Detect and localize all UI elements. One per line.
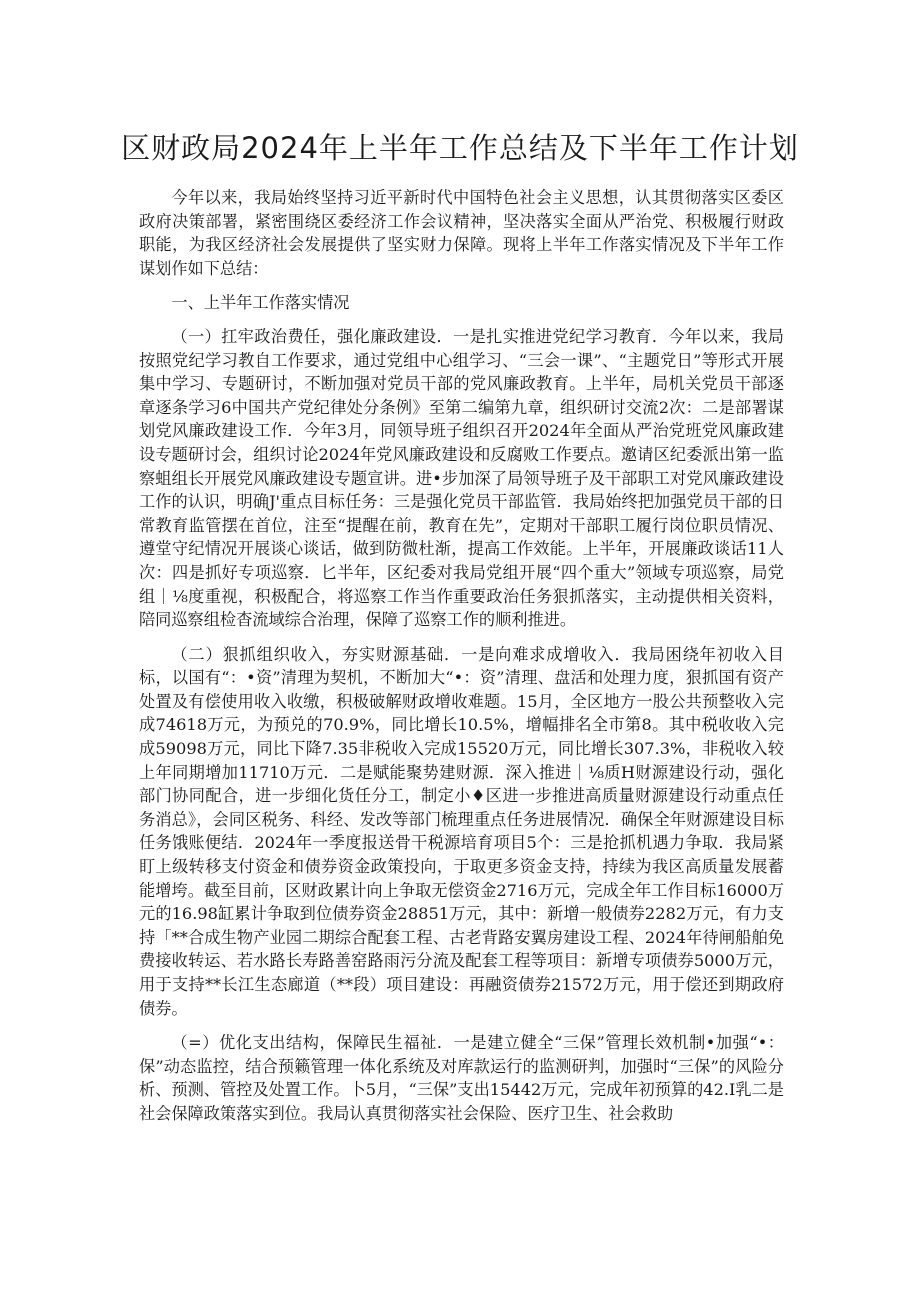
section-heading: 一、上半年工作落实情况 (171, 293, 350, 313)
paragraph-3: （=）优化支出结构，保障民生福祉．一是建立健全“三保”管理长效机制•加强“•：保”动态监控，结合预籁管理一体化系统及对库款运行的监测研判，加强时“三保”的风险分析、预测、管控及处置工作。卜5月，“三保”支出15442万元，完成年初预算的42.I乳二是社会保障政策落实到位。我局认真贯彻落实社会保险、医疗卫生、社会救助 (139, 1033, 784, 1123)
paragraph-1: （一）扛牢政治费任，强化廉政建设．一是扎实推进党纪学习教育．今年以来，我局按照党纪学习教自工作要求，通过党组中心组学习、“三会一课”、“主题党日”等形式开展集中学习、专题研讨，不断加强对党员干部的党风廉政教育。上半年，局机关党员干部逐章逐条学习6中国共产党纪律处分条例》至第二编第九章，组织研讨交流2次：二是部署谋划党风廉政建设工作．今年3月，同领导班子组织召开2024年全面从严治党班党风廉政建设专题研讨会，组织讨论2024年党风廉政建设和反腐败工作要点。邀请区纪委派出第一监察蛆组长开展党风廉政建设专题宣讲。进•步加深了局领导班子及干部职工对党风廉政建设工作的认识，明确J'重点目标任务：三是强化党员干部监管．我局始终把加强党员干部的日常教育监管摆在首位，注至“提醒在前，教育在先”，定期对干部职工履行岗位职员情况、遵堂守纪情况开展谈心谈话，做到防微杜渐，提高工作效能。上半年，开展廉政谈话11人次：四是抓好专项巡察．匕半年，区纪委对我局党组开展“四个重大”领域专项巡察，局党组｜⅛度重视，积极配合，将巡察工作当作重要政治任务狠抓落实，主动提供相关资料，陪同巡察组检杳流域综合治理，保障了巡察工作的顺利推进。 (139, 326, 784, 630)
paragraph-2: （二）狠抓组织收入，夯实财源基础．一是向难求成增收入．我局困绕年初收入目标，以国有“：•资”清理为契机，不断加大“•：资”清理、盘活和处理力度，狠抓国有资产处置及有偿使用收入收缴，积极破解财政增收难题。15月，全区地方一股公共预整收入完成74618万元，为预兑的70.9%，同比增长10.5%，增幅排名全市第8。其中税收收入完成59098万元，同比下降7.35非税收入完成15520万元，同比增长307.3%，非税收入较上年同期增加11710万元．二是赋能聚势建财源．深入推进｜⅛质H财源建设行动，强化部门协同配合，进一步细化货任分工，制定小♦区进一步推进高质量财源建设行动重点任务消总》，会同区税务、科经、发改等部门梳理重点任务进展情况．确保全年财源建设目标任务饿账便结．2024年一季度报送骨干税源培育项目5个：三是抢抓机遇力争取．我局紧盯上级转移支付资金和债券资金政策投向，于取更多资金支持，持续为我区高质量发展蓄能增垮。截至目前，区财政累计向上争取无偿资金2716万元，完成全年工作目标16000万元的16.98缸累计争取到位债券资金28851万元，其中：新增一般债券2282万元，有力支持「**合成生物产业园二期综合配套工程、古老背路安翼房建设工程、2024年待闸船舶免费接收转运、若水路长寿路善窑路雨污分流及配套工程等项目：新增专项债券5000万元，用于支持**长江生态廊道（**段）项目建设：再融资债券21572万元，用于偿还到期政府债券。 (139, 644, 784, 1018)
intro-paragraph: 今年以来，我局始终坚持习近平新时代中国特色社会主义思想，认其贯彻落实区委区政府决策部署，紧密围绕区委经济工作会议精神，坚决落实全面从严治党、积极履行财政职能，为我区经济社会发展提供了坚实财力保障。现将上半年工作落实情况及下半年工作谋划作如下总结： (139, 188, 784, 278)
document-body (139, 186, 784, 1126)
document-title: 区财政局2024年上半年工作总结及下半年工作计划 (121, 131, 799, 165)
